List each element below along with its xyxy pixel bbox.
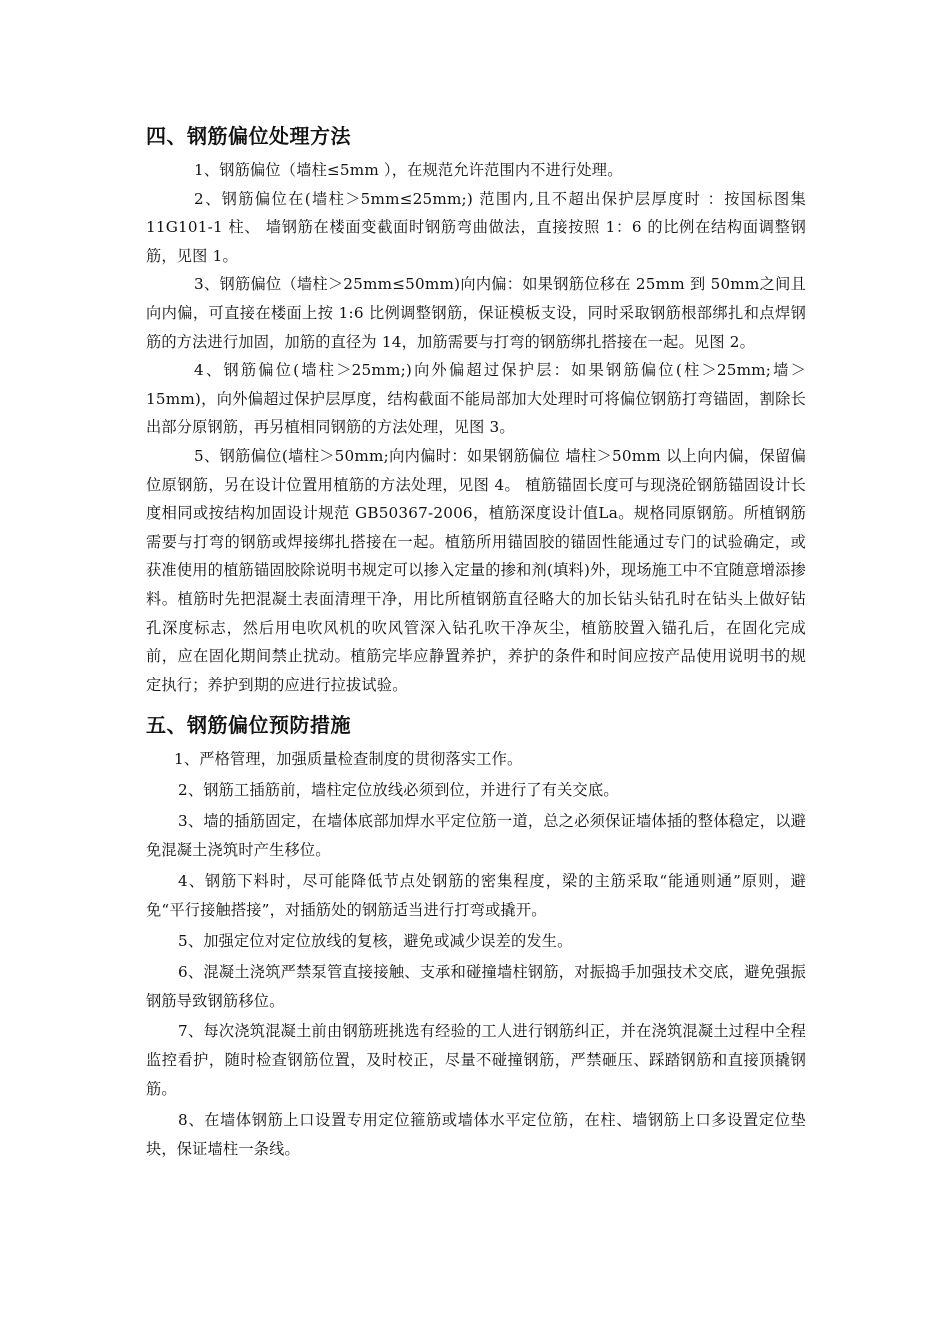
paragraph: 5、加强定位对定位放线的复核，避免或减少误差的发生。 bbox=[178, 931, 573, 950]
paragraph: 7、每次浇筑混凝土前由钢筋班挑选有经验的工人进行钢筋纠正，并在浇筑混凝土过程中全程监控看护，随时检查钢筋位置，及时校正，尽量不碰撞钢筋，严禁砸压、踩踏钢筋和直接顶撬钢筋。 bbox=[146, 1022, 806, 1099]
section-heading: 五、钢筋偏位预防措施 bbox=[146, 713, 351, 738]
paragraph: 4、钢筋下料时，尽可能降低节点处钢筋的密集程度，梁的主筋采取“能通则通”原则，避免“平行接触搭接”，对插筋处的钢筋适当进行打弯或撬开。 bbox=[146, 871, 806, 919]
paragraph: 1、钢筋偏位（墙柱≤5mm ），在规范允许范围内不进行处理。 bbox=[194, 161, 623, 179]
paragraph: 3、钢筋偏位（墙柱＞25mm≤50mm)向内偏：如果钢筋位移在 25mm 到 50mm之间且向内偏，可直接在楼面上按 1:6 比例调整钢筋，保证模板支设，同时采取钢筋根部绑扎和点焊钢筋的方法进行加固，加筋的直径为 14，加筋需要与打弯的钢筋绑扎搭接在一起。见图 2。 bbox=[146, 275, 806, 351]
paragraph: 2、钢筋工插筋前，墙柱定位放线必须到位，并进行了有关交底。 bbox=[178, 781, 619, 800]
paragraph: 6、混凝土浇筑严禁泵管直接接触、支承和碰撞墙柱钢筋，对振捣手加强技术交底，避免强振钢筋导致钢筋移位。 bbox=[146, 962, 806, 1010]
paragraph: 4、钢筋偏位(墙柱＞25mm;)向外偏超过保护层：如果钢筋偏位(柱＞25mm;墙＞15mm)，向外偏超过保护层厚度，结构截面不能局部加大处理时可将偏位钢筋打弯锚固，割除长出部分原钢筋，再另植相同钢筋的方法处理，见图 3。 bbox=[146, 361, 806, 437]
paragraph: 8、在墙体钢筋上口设置专用定位箍筋或墙体水平定位筋，在柱、墙钢筋上口多设置定位垫块，保证墙柱一条线。 bbox=[146, 1111, 806, 1159]
paragraph: 5、钢筋偏位(墙柱＞50mm;向内偏时：如果钢筋偏位 墙柱＞50mm 以上向内偏，保留偏位原钢筋，另在设计位置用植筋的方法处理，见图 4。 植筋锚固长度可与现浇砼钢筋锚固设计长度相同或按结构加固设计规范 GB50367-2006，植筋深度设计值La。规格同原钢筋。所植钢筋需要与打弯的钢筋或焊接绑扎搭接在一起。植筋所用锚固胶的锚固性能通过专门的试验确定，或获准使用的植筋锚固胶除说明书规定可以掺入定量的掺和剂(填料)外，现场施工中不宜随意增添掺料。植筋时先把混凝土表面清理干净，用比所植钢筋直径略大的加长钻头钻孔时在钻头上做好钻孔深度标志，然后用电吹风机的吹风管深入钻孔吹干净灰尘，植筋胶置入锚孔后，在固化完成前，应在固化期间禁止扰动。植筋完毕应静置养护，养护的条件和时间应按产品使用说明书的规定执行；养护到期的应进行拉拔试验。 bbox=[146, 446, 806, 694]
paragraph: 1、严格管理，加强质量检查制度的贯彻落实工作。 bbox=[174, 750, 523, 769]
section-rebar-offset-prevention bbox=[146, 707, 806, 1164]
document-body bbox=[146, 118, 806, 1166]
section-rebar-offset-treatment bbox=[146, 118, 806, 699]
paragraph: 2、钢筋偏位在(墙柱＞5mm≤25mm;) 范围内,且不超出保护层厚度时 ：按国标图集 11G101-1 柱、 墙钢筋在楼面变截面时钢筋弯曲做法，直接按照 1：6 的比例在结构面调整钢筋，见图 1。 bbox=[146, 189, 806, 265]
section-heading: 四、钢筋偏位处理方法 bbox=[146, 124, 351, 148]
paragraph: 3、墙的插筋固定，在墙体底部加焊水平定位筋一道，总之必须保证墙体插的整体稳定，以避免混凝土浇筑时产生移位。 bbox=[146, 812, 806, 859]
